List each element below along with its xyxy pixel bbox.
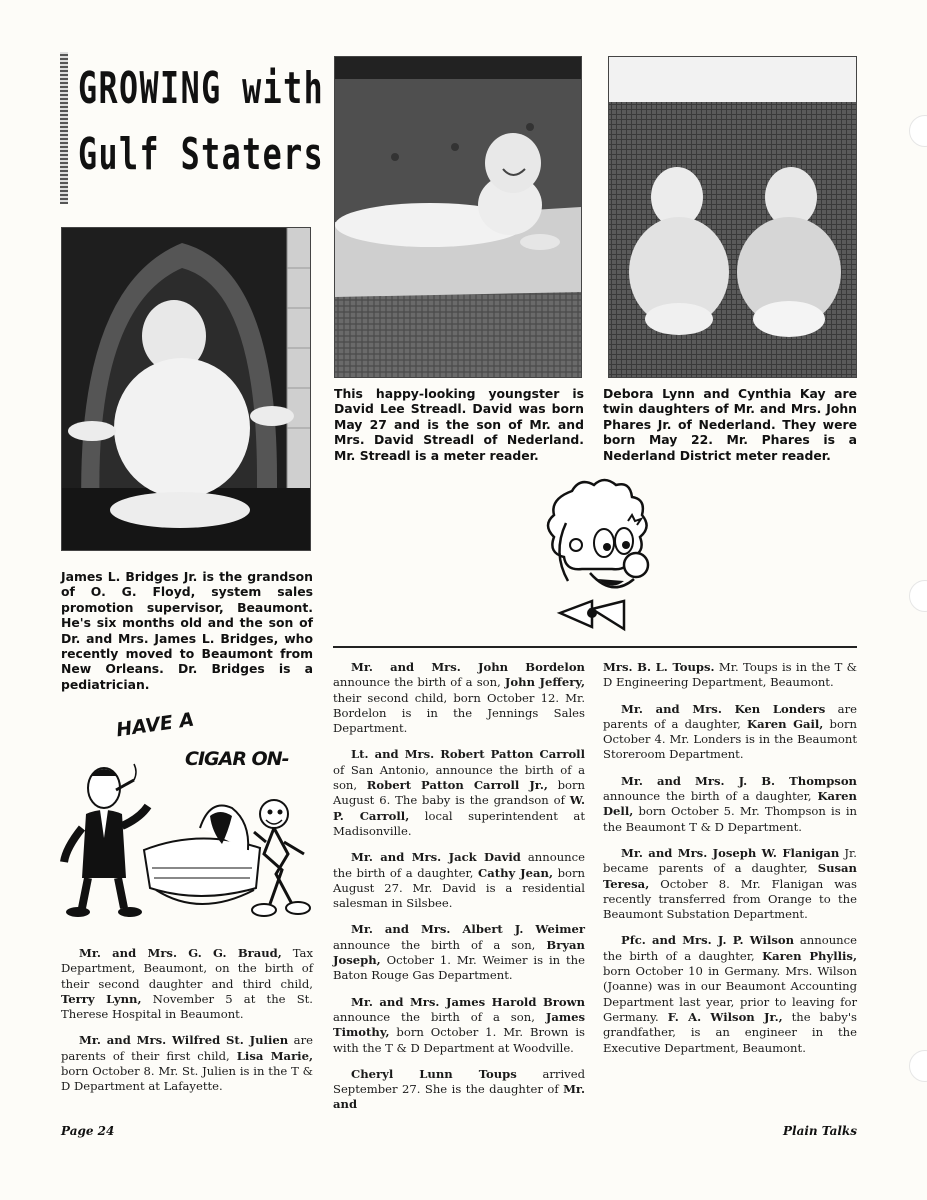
birth-announcement — [333, 747, 585, 839]
child-name: Lisa Marie, — [236, 1048, 313, 1063]
announcement-text: born October 1. Mr. Brown is with the T & D Department at Woodville. — [333, 1025, 585, 1055]
announcement-text: born August 27. Mr. David is a residential salesman in Silsbee. — [333, 865, 585, 911]
child-name: Karen Phyllis, — [762, 948, 857, 963]
photo-twins-image — [609, 57, 856, 377]
parent-names: Mr. and Mrs. G. G. Braud, — [79, 946, 282, 960]
child-name: Terry Lynn, — [61, 991, 142, 1006]
birth-announcement — [333, 660, 585, 736]
child-name: John Jeffery, — [504, 675, 586, 690]
announcement-text: arrived September 27. She is the daughter of — [333, 1066, 585, 1097]
parent-names: Pfc. and Mrs. J. P. Wilson — [621, 933, 795, 948]
child-name: Robert Patton Carroll Jr., — [366, 778, 548, 793]
child-name: Susan Teresa, — [603, 861, 857, 891]
binder-hole-middle — [909, 580, 927, 612]
parent-names: Mr. and Mrs. Wilfred St. Julien — [79, 1033, 289, 1048]
photo-david-image — [335, 57, 581, 377]
child-name: James Timothy, — [333, 1009, 585, 1040]
announcement-text: announce the birth of a son, — [333, 675, 505, 690]
photo-james-bridges — [61, 227, 311, 551]
birth-announcement — [603, 846, 857, 922]
birth-announcement — [333, 850, 585, 911]
announcement-text: born August 6. The baby is the grandson of — [333, 778, 585, 808]
birth-announcement — [603, 933, 857, 1055]
child-name: Karen Dell, — [603, 789, 857, 819]
birth-announcement — [333, 922, 585, 983]
caption-david: This happy-looking youngster is David Lee Streadl. David was born May 27 and is the son of Mr. and Mrs. David Streadl of Nederland. Mr. Streadl is a meter reader. — [334, 386, 584, 463]
publication-name: Plain Talks — [782, 1124, 857, 1138]
announcement-text: are parents of their first child, — [61, 1033, 313, 1063]
birth-announcement — [333, 995, 585, 1056]
cartoon-figures — [60, 758, 322, 922]
announcement-text: announce the birth of a son, — [333, 1009, 546, 1024]
birth-announcement — [61, 1033, 313, 1094]
announcement-text: November 5 at the St. Therese Hospital in Beaumont. — [61, 991, 313, 1022]
parent-names: Mr. and Mrs. John Bordelon — [351, 660, 585, 674]
announcement-text: born October 5. Mr. Thompson is in the Beaumont T & D Department. — [603, 804, 857, 834]
announcement-text: their second child, born October 12. Mr. Bordelon is in the Jennings Sales Department. — [333, 690, 585, 736]
announcement-text: announce the birth of a daughter, — [333, 850, 585, 880]
announcements-column-2 — [333, 660, 585, 1124]
section-divider — [333, 646, 857, 648]
parent-names: Mrs. B. L. Toups. — [603, 660, 715, 674]
parent-names: Cheryl Lunn Toups — [351, 1066, 517, 1081]
announcement-text: Jr. became parents of a daughter, — [603, 845, 857, 876]
page-title — [78, 56, 325, 188]
parent-names: Mr. and Mrs. Albert J. Weimer — [351, 922, 585, 937]
binder-hole-bottom — [909, 1050, 927, 1082]
caption-james: James L. Bridges Jr. is the grandson of O. G. Floyd, system sales promotion supervisor, Beaumont. He's six months old and the son of Dr. and Mrs. James L. Bridges, who recently moved to Beaumont from New Orleans. Dr. Bridges is a pediatrician. — [61, 569, 313, 692]
birth-announcement — [333, 1067, 585, 1113]
birth-announcement — [603, 660, 857, 691]
parent-names: Mr. and Mrs. James Harold Brown — [351, 994, 585, 1009]
reddy-mascot-illustration — [532, 473, 662, 635]
title-line-1: GROWING with — [78, 63, 325, 114]
child-name: Mr. and — [333, 1082, 585, 1112]
child-name: Bryan Joseph, — [333, 937, 585, 968]
title-line-2: Gulf Staters — [78, 129, 325, 180]
child-name: Cathy Jean, — [477, 865, 554, 880]
relative-name: W. P. Carroll, — [333, 793, 585, 823]
parent-names: Mr. and Mrs. Ken Londers — [621, 701, 826, 716]
cartoon-caption-line-1: HAVE A — [114, 708, 196, 742]
parent-names: Mr. and Mrs. J. B. Thompson — [621, 773, 857, 788]
parent-names: Lt. and Mrs. Robert Patton Carroll — [351, 747, 585, 762]
announcement-text: of San Antonio, announce the birth of a son, — [333, 762, 585, 793]
birth-announcement — [61, 946, 313, 1022]
announcement-text: announce the birth of a son, — [333, 937, 547, 952]
announcement-text: local superintendent at Madisonville. — [333, 808, 585, 838]
cigar-cartoon — [60, 708, 322, 922]
page-number: Page 24 — [61, 1124, 115, 1138]
announcement-text: Mr. Toups is in the T & D Engineering Department, Beaumont. — [603, 660, 857, 690]
parent-names: Mr. and Mrs. Jack David — [351, 850, 521, 865]
announcements-column-3 — [603, 660, 857, 1067]
caption-twins: Debora Lynn and Cynthia Kay are twin daughters of Mr. and Mrs. John Phares Jr. of Nederland. They were born May 22. Mr. Phares is a Nederland District meter reader. — [603, 386, 857, 463]
photo-david-streadl — [334, 56, 582, 378]
announcement-text: October 1. Mr. Weimer is in the Baton Rouge Gas Department. — [333, 953, 585, 983]
child-name: Karen Gail, — [747, 716, 824, 731]
photo-phares-twins — [608, 56, 857, 378]
photo-james-image — [62, 228, 310, 550]
birth-announcement — [603, 702, 857, 763]
parent-names: Mr. and Mrs. Joseph W. Flanigan — [621, 845, 840, 860]
announcement-text: Tax Department, Beaumont, on the birth of their second daughter and third child, — [61, 946, 314, 991]
title-accent-bar — [60, 52, 68, 204]
announcement-text: born October 8. Mr. St. Julien is in the T & D Department at Lafayette. — [61, 1064, 313, 1094]
announcement-text: October 8. Mr. Flanigan was recently transferred from Orange to the Beaumont Substation Department. — [603, 876, 857, 922]
announcement-text: the baby's grandfather, is an engineer in the Executive Department, Beaumont. — [603, 1009, 857, 1055]
announcement-text: are parents of a daughter, — [603, 701, 857, 731]
announcement-text: announce the birth of a daughter, — [603, 933, 857, 963]
announcement-text: announce the birth of a daughter, — [603, 789, 818, 804]
binder-hole-top — [909, 115, 927, 147]
announcement-text: born October 4. Mr. Londers is in the Beaumont Storeroom Department. — [603, 716, 857, 762]
announcement-text: born October 10 in Germany. Mrs. Wilson (Joanne) was in our Beaumont Accounting Department last year, prior to leaving for Germany. — [603, 964, 857, 1024]
cartoon-caption-line-2: CIGAR ON- — [185, 748, 289, 770]
relative-name: F. A. Wilson Jr., — [667, 1009, 783, 1024]
announcements-column-1 — [61, 946, 313, 1106]
birth-announcement — [603, 774, 857, 835]
